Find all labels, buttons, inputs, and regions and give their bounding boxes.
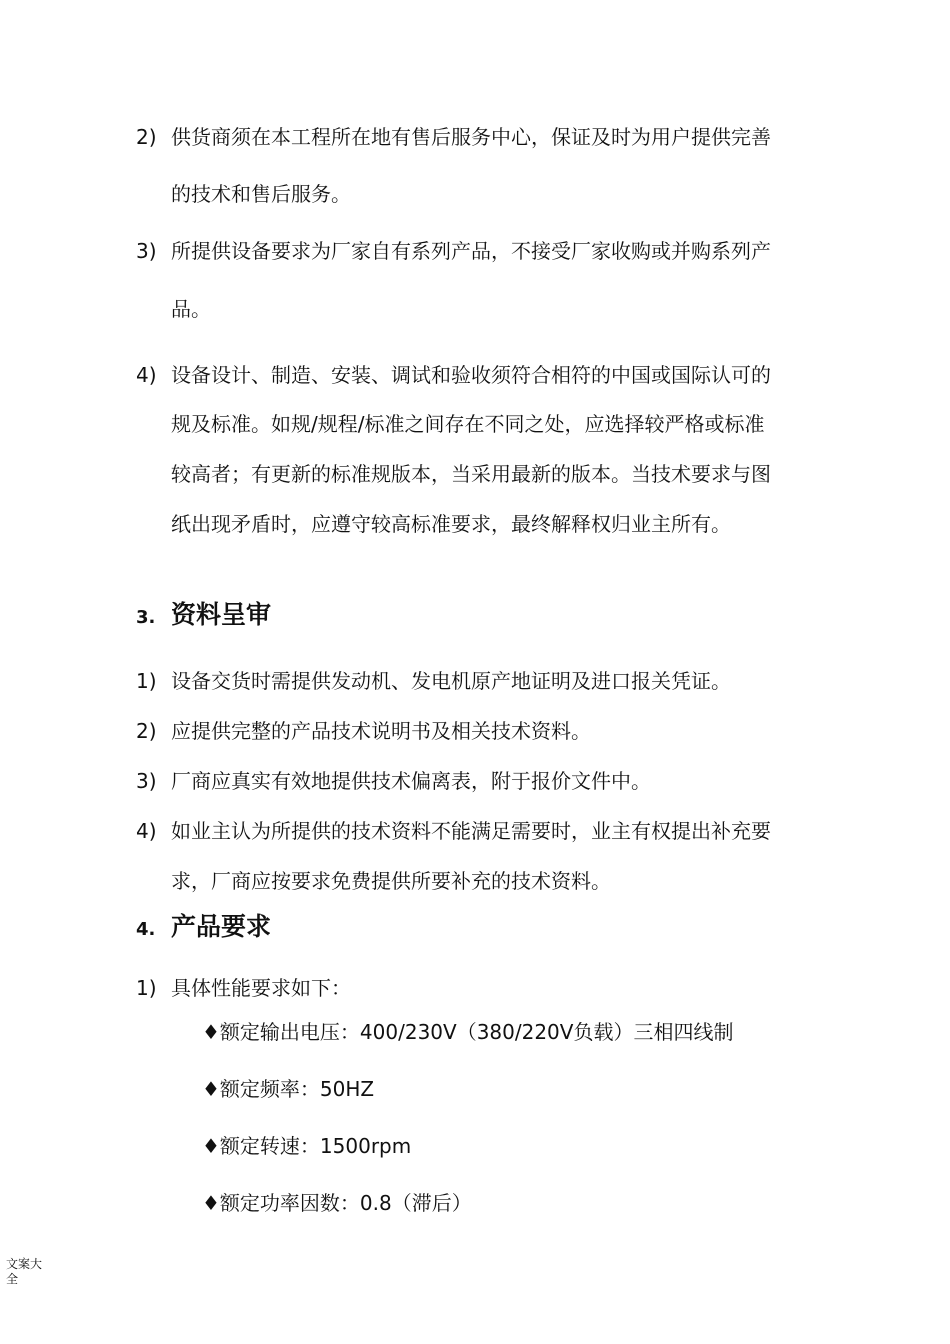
item-text: 具体性能要求如下： — [171, 976, 351, 1000]
item-text: 品。 — [171, 297, 211, 321]
item-text: 设备设计、制造、安装、调试和验收须符合相符的中国或国际认可的 — [171, 363, 771, 387]
item-text: 求，厂商应按要求免费提供所要补充的技术资料。 — [171, 869, 611, 893]
item-text: 规及标准。如规/规程/标准之间存在不同之处，应选择较严格或标准 — [171, 412, 765, 436]
item-text: 设备交货时需提供发动机、发电机原产地证明及进口报关凭证。 — [171, 669, 731, 693]
spec-item: ♦额定转速：1500rpm — [202, 1134, 412, 1158]
item-text: 厂商应真实有效地提供技术偏离表，附于报价文件中。 — [171, 769, 651, 793]
spec-item: ♦额定功率因数：0.8（滞后） — [202, 1191, 472, 1215]
footer-line: 全 — [6, 1272, 19, 1286]
section-number: 3. — [136, 607, 156, 628]
item-number: 4) — [136, 819, 157, 843]
item-number: 2) — [136, 719, 157, 743]
item-text: 较高者；有更新的标准规版本，当采用最新的版本。当技术要求与图 — [171, 462, 771, 486]
item-text: 的技术和售后服务。 — [171, 182, 351, 206]
item-text: 应提供完整的产品技术说明书及相关技术资料。 — [171, 719, 591, 743]
section-title: 资料呈审 — [171, 600, 272, 629]
spec-item: ♦额定频率：50HZ — [202, 1077, 375, 1101]
footer-line: 文案大 — [6, 1257, 43, 1271]
spec-item: ♦额定输出电压：400/230V（380/220V负载）三相四线制 — [202, 1020, 734, 1044]
item-text: 供货商须在本工程所在地有售后服务中心，保证及时为用户提供完善 — [171, 125, 771, 149]
item-number: 1) — [136, 669, 157, 693]
item-number: 3) — [136, 239, 157, 263]
item-number: 4) — [136, 363, 157, 387]
item-number: 2) — [136, 125, 157, 149]
item-text: 所提供设备要求为厂家自有系列产品，不接受厂家收购或并购系列产 — [171, 239, 771, 263]
item-number: 3) — [136, 769, 157, 793]
section-number: 4. — [136, 919, 156, 940]
item-text: 如业主认为所提供的技术资料不能满足需要时，业主有权提出补充要 — [171, 819, 771, 843]
section-title: 产品要求 — [171, 912, 272, 941]
item-number: 1) — [136, 976, 157, 1000]
item-text: 纸出现矛盾时，应遵守较高标准要求，最终解释权归业主所有。 — [171, 512, 731, 536]
